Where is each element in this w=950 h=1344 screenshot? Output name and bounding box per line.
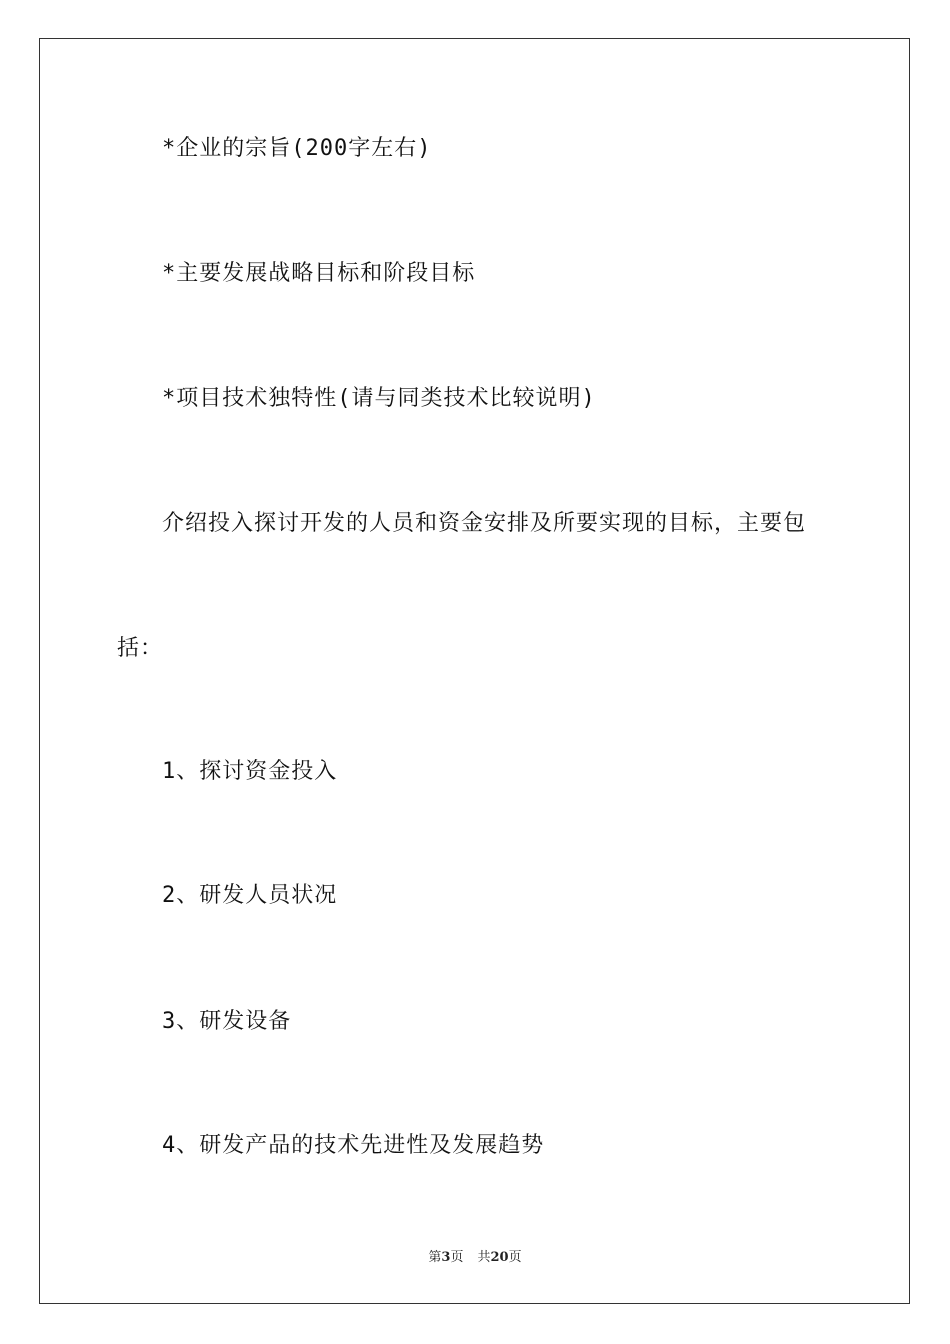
- bullet-tech-uniqueness: *项目技术独特性(请与同类技术比较说明): [162, 386, 596, 411]
- paragraph-intro-line-1: 介绍投入探讨开发的人员和资金安排及所要实现的目标，主要包: [162, 511, 807, 536]
- page-total: 20: [490, 1250, 509, 1265]
- list-item-1: 1、探讨资金投入: [162, 759, 338, 784]
- bullet-strategy-goals: *主要发展战略目标和阶段目标: [162, 261, 476, 286]
- list-item-3: 3、研发设备: [162, 1009, 292, 1034]
- bullet-company-purpose: *企业的宗旨(200字左右): [162, 136, 432, 161]
- page-suffix: 页: [450, 1250, 464, 1265]
- list-item-4: 4、研发产品的技术先进性及发展趋势: [162, 1133, 545, 1158]
- paragraph-intro-line-2: 括：: [117, 636, 164, 661]
- page-prefix: 第: [428, 1250, 442, 1265]
- page-border: [39, 38, 910, 1304]
- list-item-2: 2、研发人员状况: [162, 883, 338, 908]
- total-prefix: 共: [477, 1250, 491, 1265]
- total-suffix: 页: [508, 1250, 522, 1265]
- page-footer: [0, 1246, 950, 1265]
- page-number: 3: [441, 1250, 451, 1265]
